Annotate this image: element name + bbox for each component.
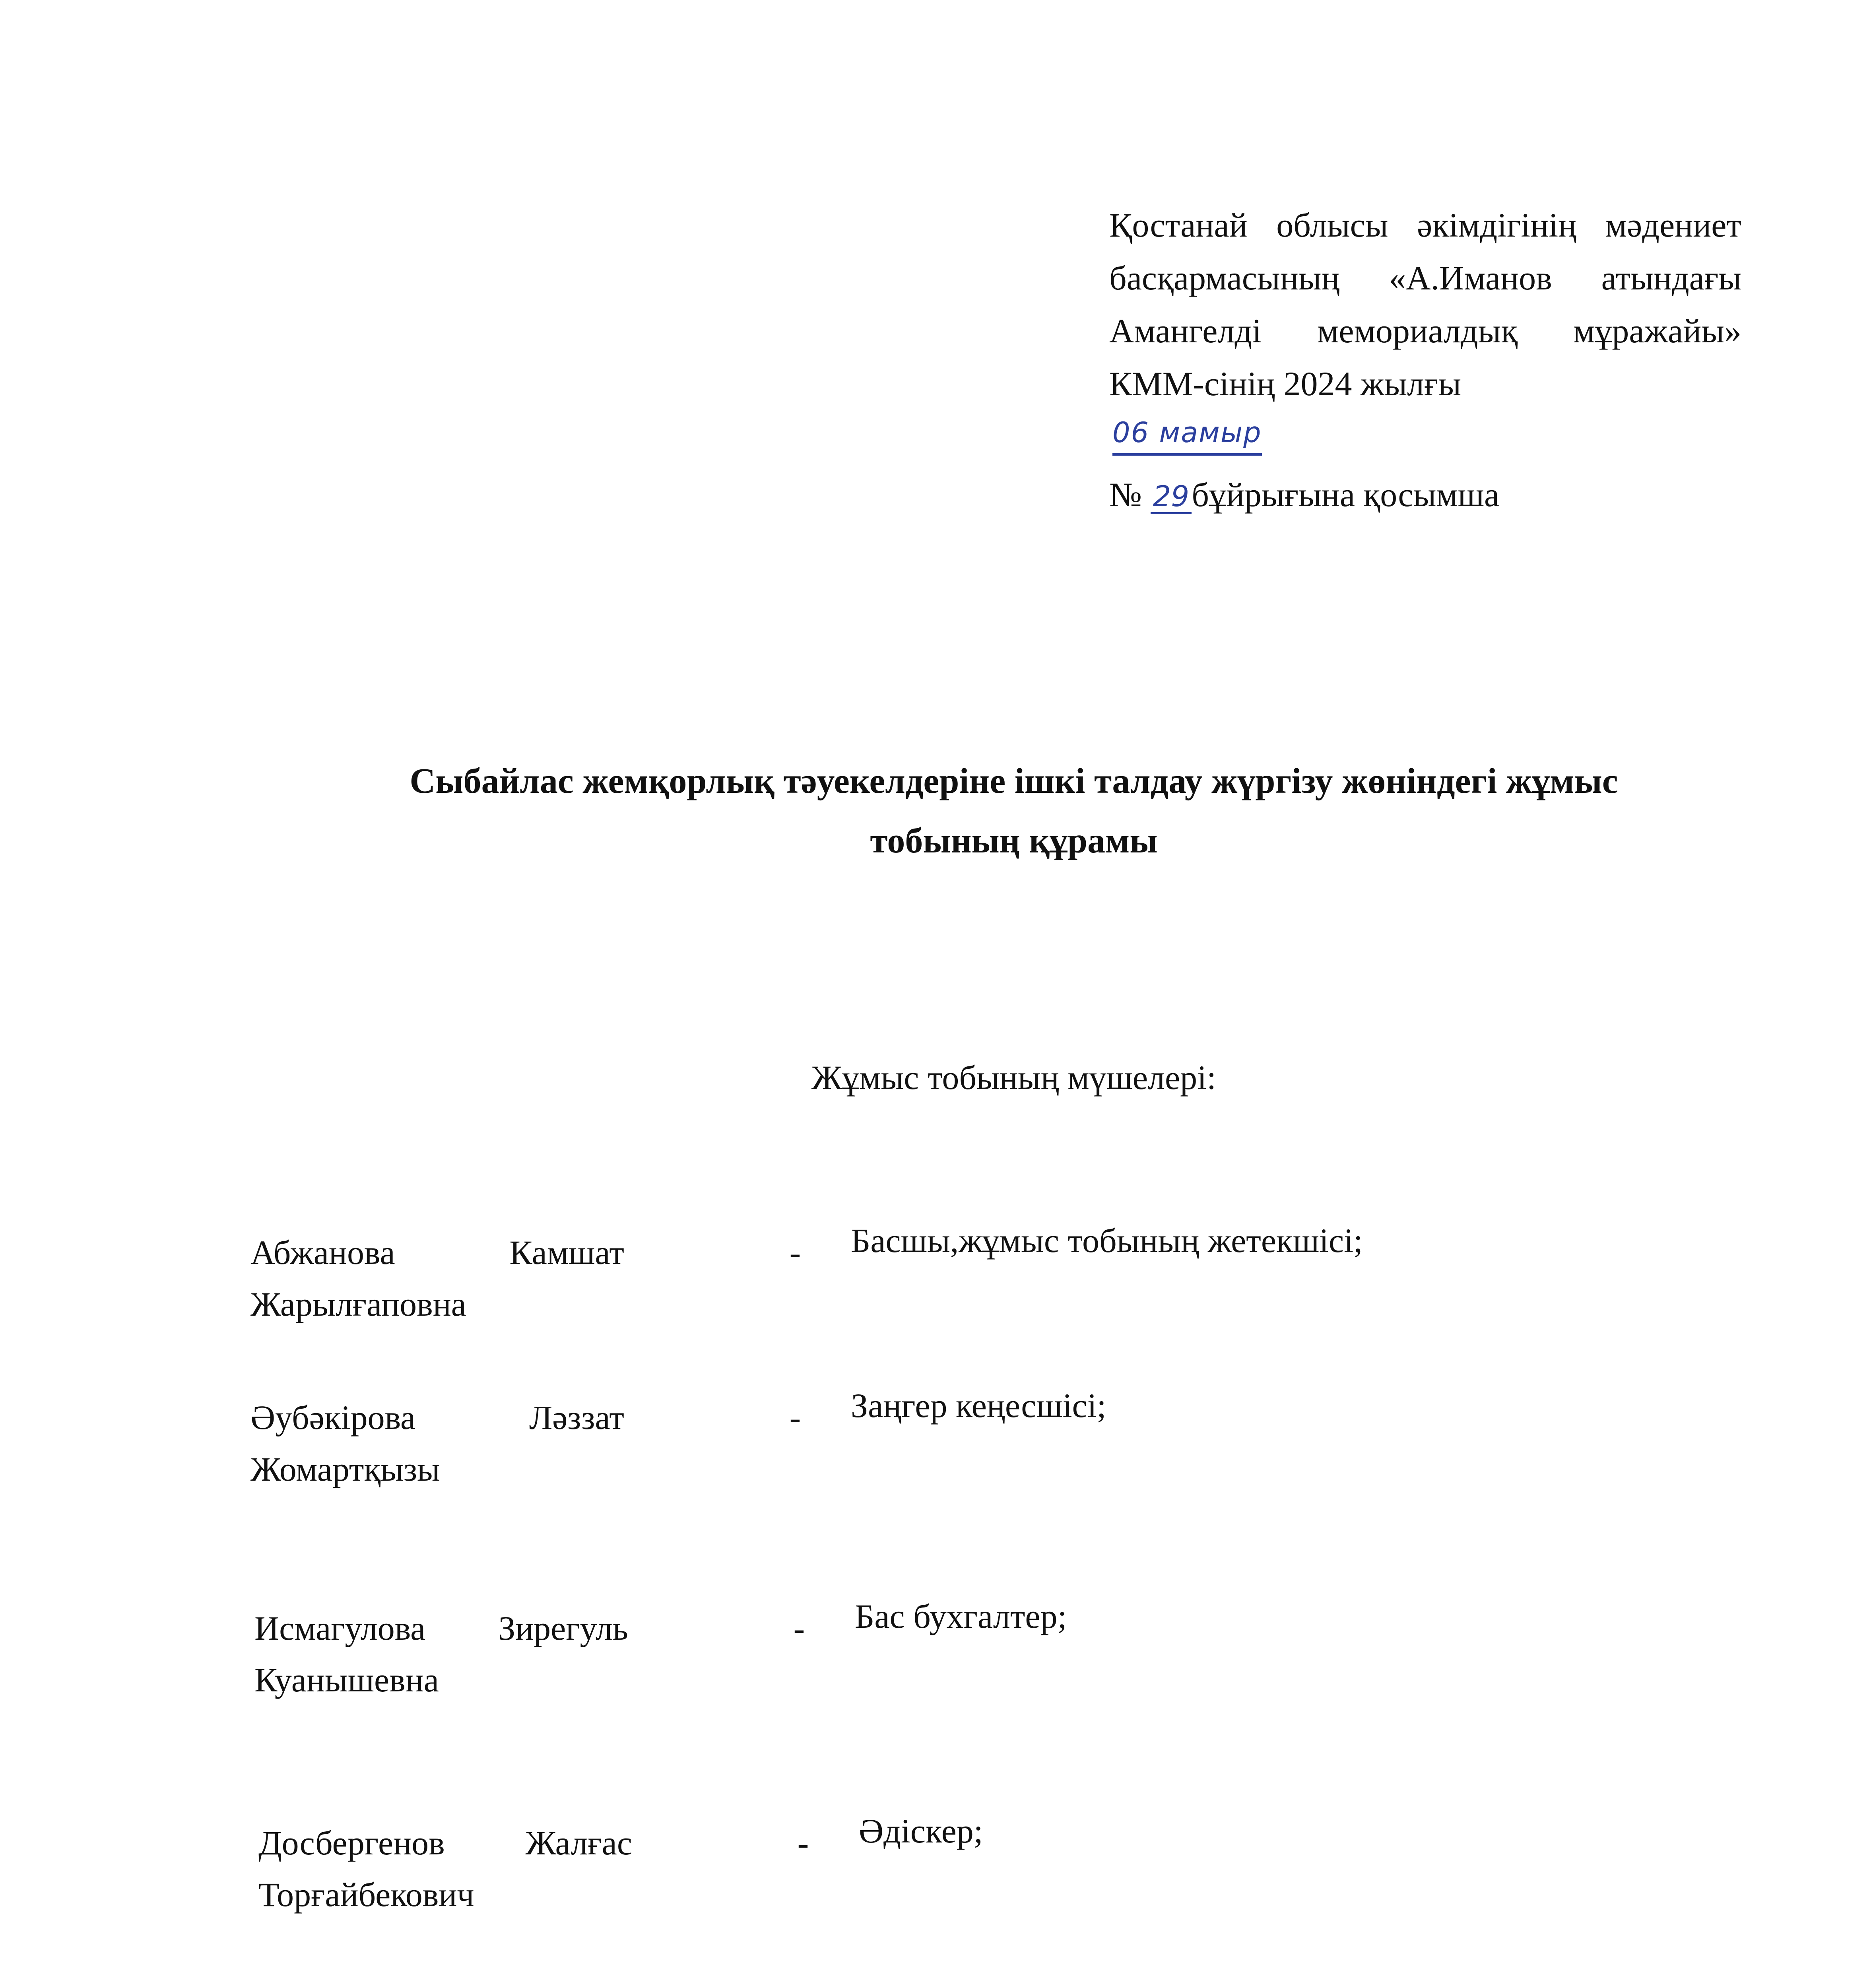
approval-block	[1109, 199, 1741, 521]
member-patronymic: Жарылғаповна	[250, 1285, 466, 1323]
approval-text: Қостанай облысы әкімдігінің мәдениет басқармасының «А.Иманов атындағы Амангелді мемориалдық мұражайы» КММ-сінің 2024 жылғы	[1109, 206, 1741, 403]
member-dash: -	[789, 1233, 801, 1272]
member-role: Заңгер кеңесшісі;	[851, 1386, 1106, 1425]
member-given-name: Ләззат	[529, 1398, 624, 1437]
member-dash: -	[797, 1824, 809, 1862]
member-role: Бас бухгалтер;	[855, 1597, 1067, 1635]
member-patronymic: Торғайбекович	[258, 1875, 474, 1914]
members-heading: Жұмыс тобының мүшелері:	[811, 1058, 1216, 1097]
member-surname: Досбергенов	[258, 1824, 445, 1862]
member-given-name: Жалғас	[525, 1824, 632, 1862]
member-surname: Әубәкірова	[250, 1398, 416, 1437]
member-dash: -	[793, 1609, 805, 1647]
order-line	[1109, 468, 1741, 521]
member-dash: -	[789, 1398, 801, 1437]
member-surname: Абжанова	[250, 1233, 395, 1272]
order-prefix: №	[1109, 476, 1151, 514]
member-given-name: Зирегуль	[498, 1609, 628, 1647]
member-patronymic: Куанышевна	[254, 1661, 439, 1699]
handwritten-date-value: 06 мамыр	[1112, 413, 1262, 456]
document-title: Сыбайлас жемқорлық тәуекелдеріне ішкі талдау жүргізу жөніндегі жұмыс тобының құрамы	[410, 761, 1618, 860]
member-surname: Исмагулова	[254, 1609, 426, 1647]
order-suffix: бұйрығына қосымша	[1192, 476, 1500, 514]
member-patronymic: Жомартқызы	[250, 1450, 440, 1488]
member-given-name: Камшат	[509, 1233, 624, 1272]
handwritten-date	[1112, 413, 1335, 456]
member-role: Басшы,жұмыс тобының жетекшісі;	[851, 1221, 1363, 1260]
handwritten-order-number: 29	[1151, 480, 1192, 514]
member-role: Әдіскер;	[859, 1812, 983, 1850]
